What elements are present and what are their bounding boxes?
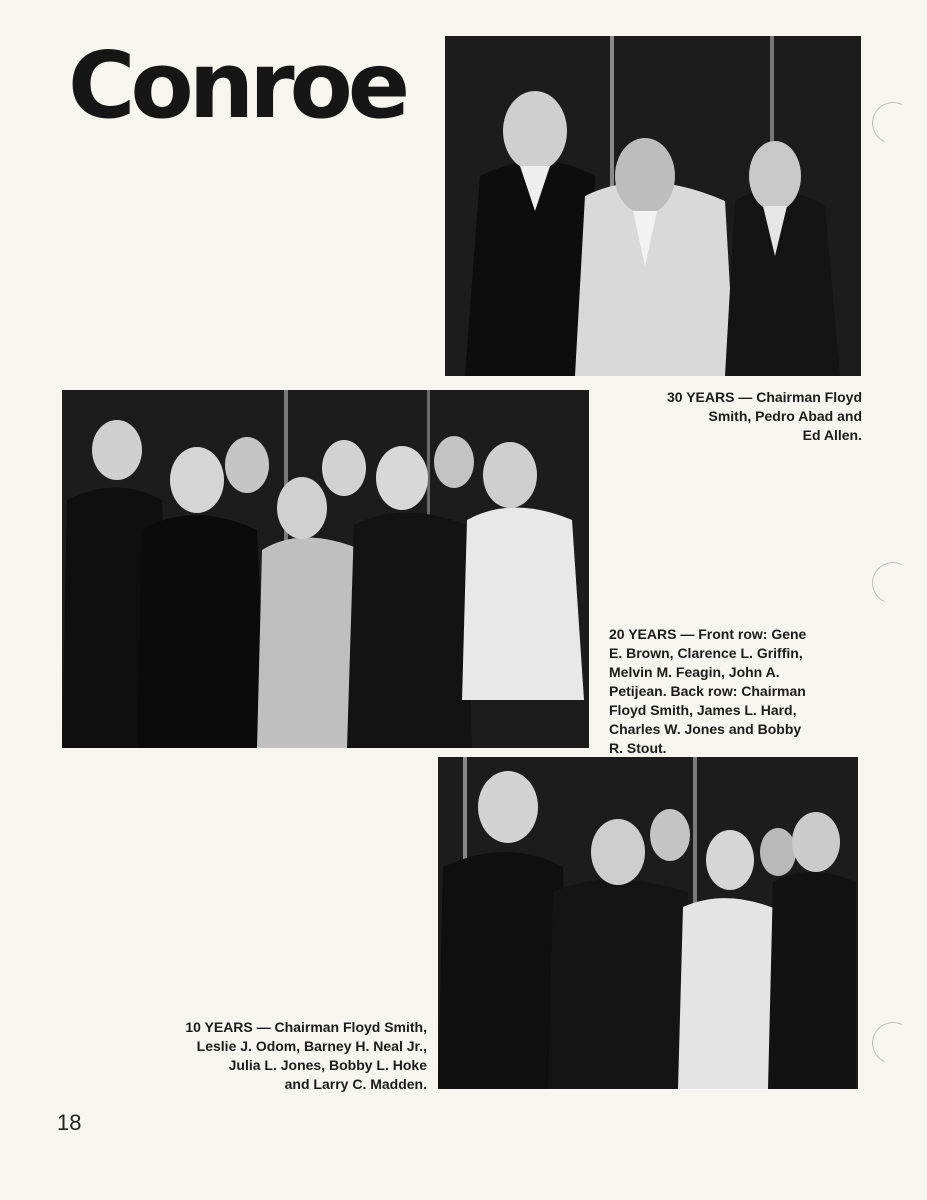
photo-20-years-image — [62, 390, 589, 748]
caption-line: E. Brown, Clarence L. Griffin, — [609, 645, 803, 661]
photo-30-years-image — [445, 36, 861, 376]
page-number: 18 — [57, 1110, 82, 1135]
caption-line: 20 YEARS — Front row: Gene — [609, 626, 807, 642]
caption-line: Petijean. Back row: Chairman — [609, 683, 806, 699]
caption-line: Leslie J. Odom, Barney H. Neal Jr., — [196, 1038, 427, 1054]
photo-10-years — [438, 757, 858, 1089]
caption-line: Julia L. Jones, Bobby L. Hoke — [228, 1057, 427, 1073]
caption-line: and Larry C. Madden. — [284, 1076, 427, 1092]
caption-line: Floyd Smith, James L. Hard, — [609, 702, 797, 718]
caption-10-years — [140, 1018, 427, 1094]
binder-hole — [866, 556, 920, 610]
photo-20-years — [62, 390, 589, 748]
caption-line: R. Stout. — [609, 740, 667, 756]
binder-hole — [866, 96, 920, 150]
caption-20-years — [609, 625, 849, 758]
photo-10-years-image — [438, 757, 858, 1089]
caption-line: Charles W. Jones and Bobby — [609, 721, 802, 737]
caption-30-years — [600, 388, 862, 445]
page-title: Conroe — [68, 32, 406, 139]
caption-line: Melvin M. Feagin, John A. — [609, 664, 780, 680]
binder-hole — [866, 1016, 920, 1070]
photo-30-years — [445, 36, 861, 376]
caption-line: 30 YEARS — Chairman Floyd — [666, 389, 862, 405]
caption-line: 10 YEARS — Chairman Floyd Smith, — [185, 1019, 427, 1035]
caption-line: Ed Allen. — [802, 427, 862, 443]
caption-line: Smith, Pedro Abad and — [708, 408, 862, 424]
